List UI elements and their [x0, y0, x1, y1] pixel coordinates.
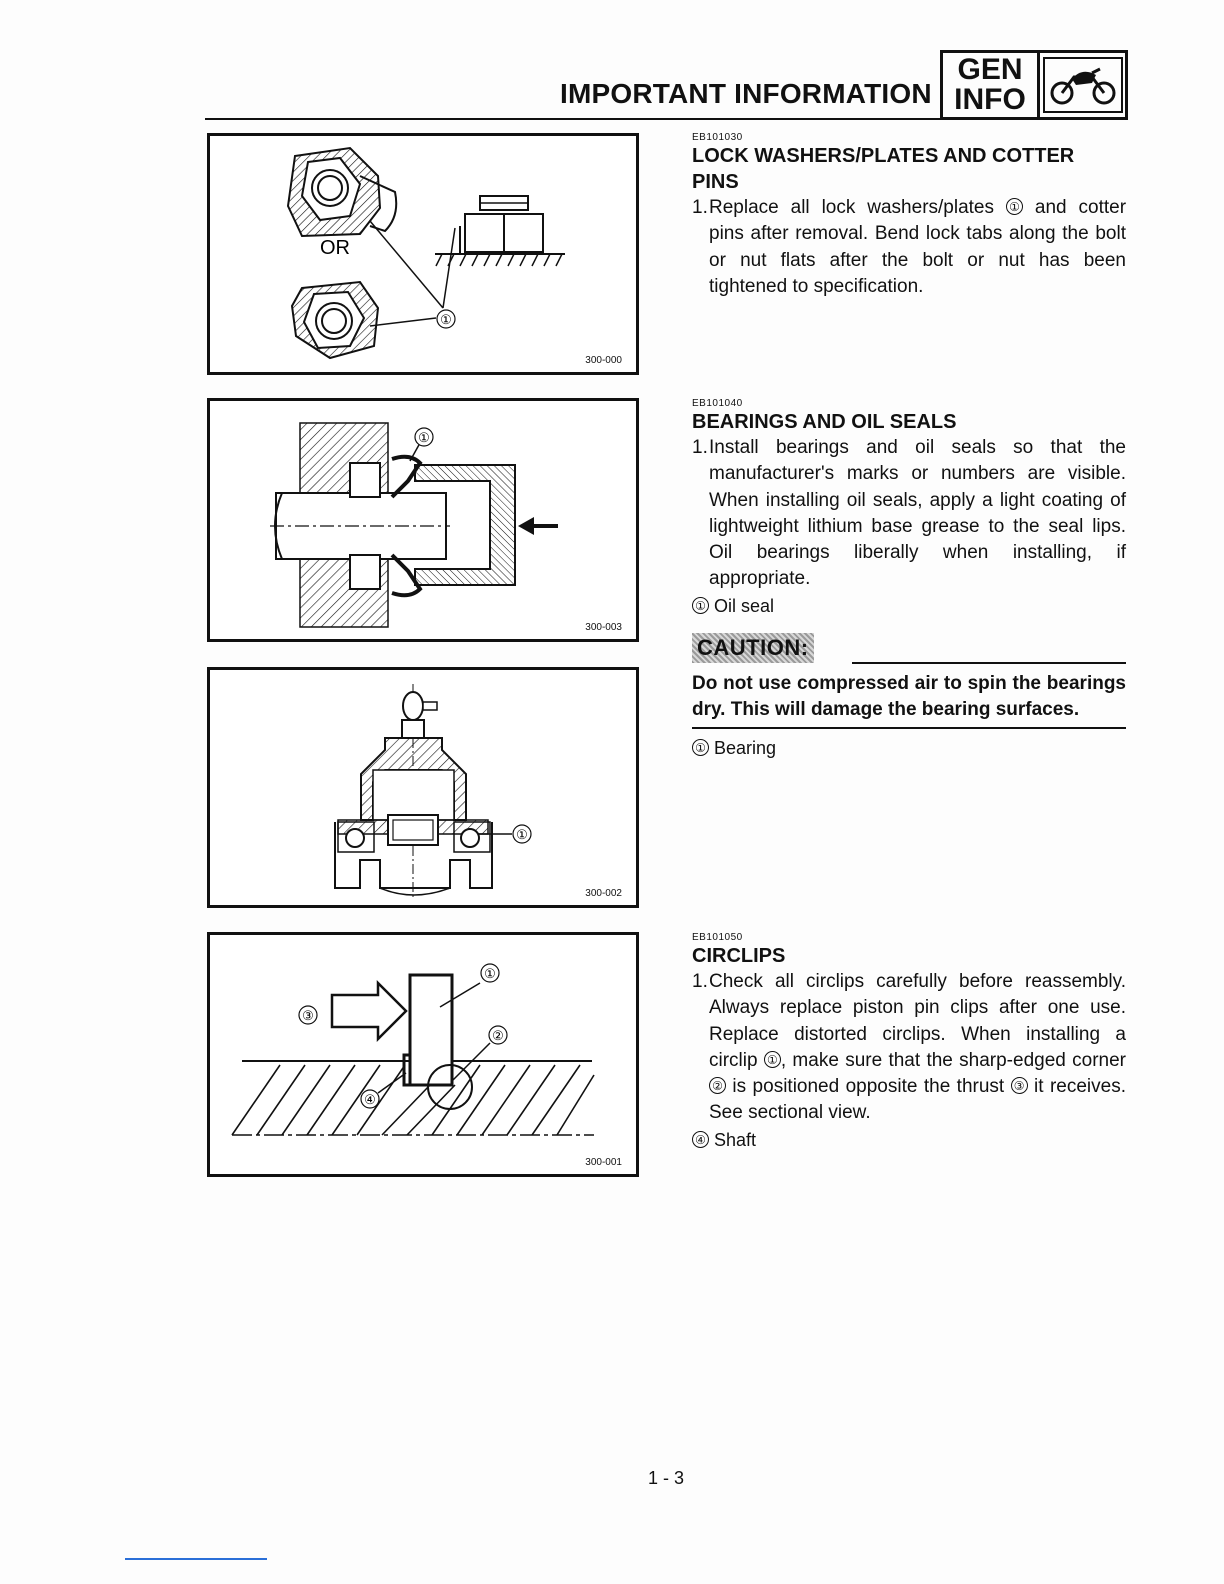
figure-bearing	[207, 667, 639, 908]
lock-washer-diagram	[210, 136, 636, 372]
oil-seal-diagram	[210, 401, 636, 639]
section-title: BEARINGS AND OIL SEALS	[692, 411, 957, 433]
figure-code: 300-003	[585, 622, 622, 633]
ref-marker: ②	[709, 1077, 726, 1094]
section-title: CIRCLIPS	[692, 945, 786, 967]
section-title: LOCK WASHERS/PLATES AND COTTER PINS	[692, 145, 1075, 193]
section-lock-washers	[692, 132, 1126, 300]
footer-link-bar[interactable]	[125, 1558, 267, 1560]
or-label: OR	[320, 237, 350, 259]
ref-marker: ①	[692, 739, 709, 756]
circlip-diagram	[210, 935, 636, 1174]
step-text: Install bearings and oil seals so that the manufacturer's marks or numbers are visible. When installing oil seals, apply a light coating of lightweight lithium base grease to the seal lips. Oil bearings liberally when installing, if appropriate.	[709, 437, 1126, 590]
step-number: 1.	[692, 197, 708, 218]
figure-code: 300-002	[585, 888, 622, 899]
ref-marker: ①	[764, 1051, 781, 1068]
callout-1: ①	[516, 827, 528, 842]
legend-item	[692, 735, 1126, 761]
caution-end-rule	[692, 727, 1126, 729]
figure-code: 300-001	[585, 1157, 622, 1168]
ref-marker: ①	[692, 597, 709, 614]
callout-4: ④	[364, 1092, 376, 1107]
step-text-part: is positioned opposite the thrust	[732, 1076, 1005, 1098]
callout-1: ①	[440, 312, 452, 327]
caution-text: Do not use compressed air to spin the bearings dry. This will damage the bearing surfaces.	[692, 672, 1126, 720]
bearing-diagram	[210, 670, 636, 905]
badge-line-1: GEN	[957, 53, 1023, 86]
step-text-part: Check all circlips carefully before reassembly. Always replace piston pin clips after one use. Replace distorted circlips. When installing a circlip	[709, 971, 1126, 1071]
section-badge	[940, 50, 1128, 120]
legend-item	[692, 1127, 1126, 1153]
header-rule	[205, 118, 940, 120]
callout-1: ①	[484, 966, 496, 981]
callout-2: ②	[492, 1028, 504, 1043]
figure-lock-washers	[207, 133, 639, 375]
callout-3: ③	[302, 1008, 314, 1023]
step-text-part: , make sure that the sharp-edged corner	[780, 1049, 1126, 1071]
figure-code: 300-000	[585, 355, 622, 366]
section-bearings	[692, 398, 1126, 761]
ref-marker: ①	[1006, 198, 1023, 215]
step-number: 1.	[692, 971, 708, 992]
instruction-step	[692, 435, 1126, 593]
step-text	[709, 195, 1126, 300]
figure-oil-seal	[207, 398, 639, 642]
callout-1: ①	[418, 430, 430, 445]
motorcycle-icon	[1048, 63, 1118, 107]
section-code: EB101040	[692, 398, 743, 409]
figure-circlip	[207, 932, 639, 1177]
step-text-part: it receives. See sectional view.	[709, 1076, 1126, 1124]
step-text-part: and cotter pins after removal. Bend lock tabs along the bolt or nut flats after the bolt or nut has been tightened to specification.	[709, 197, 1127, 297]
ref-marker: ④	[692, 1131, 709, 1148]
page-title: IMPORTANT INFORMATION	[560, 78, 932, 109]
section-code: EB101050	[692, 932, 743, 943]
legend-label: Oil seal	[714, 595, 775, 616]
legend-label: Shaft	[714, 1129, 757, 1150]
badge-line-2: INFO	[954, 83, 1026, 116]
badge-text	[943, 53, 1040, 117]
legend-item	[692, 593, 1126, 619]
caution-label: CAUTION:	[692, 633, 814, 663]
legend-label: Bearing	[714, 737, 777, 758]
instruction-step	[692, 969, 1126, 1127]
section-code: EB101030	[692, 132, 743, 143]
page-number: 1 - 3	[648, 1468, 685, 1488]
caution-rule	[852, 662, 1126, 664]
ref-marker: ③	[1011, 1077, 1028, 1094]
badge-icon-cell	[1040, 53, 1125, 117]
step-number: 1.	[692, 437, 708, 458]
instruction-step	[692, 195, 1126, 300]
step-text	[709, 969, 1126, 1127]
step-text-part: Replace all lock washers/plates	[709, 197, 995, 218]
section-circlips	[692, 932, 1126, 1153]
caution-box	[692, 633, 1126, 729]
